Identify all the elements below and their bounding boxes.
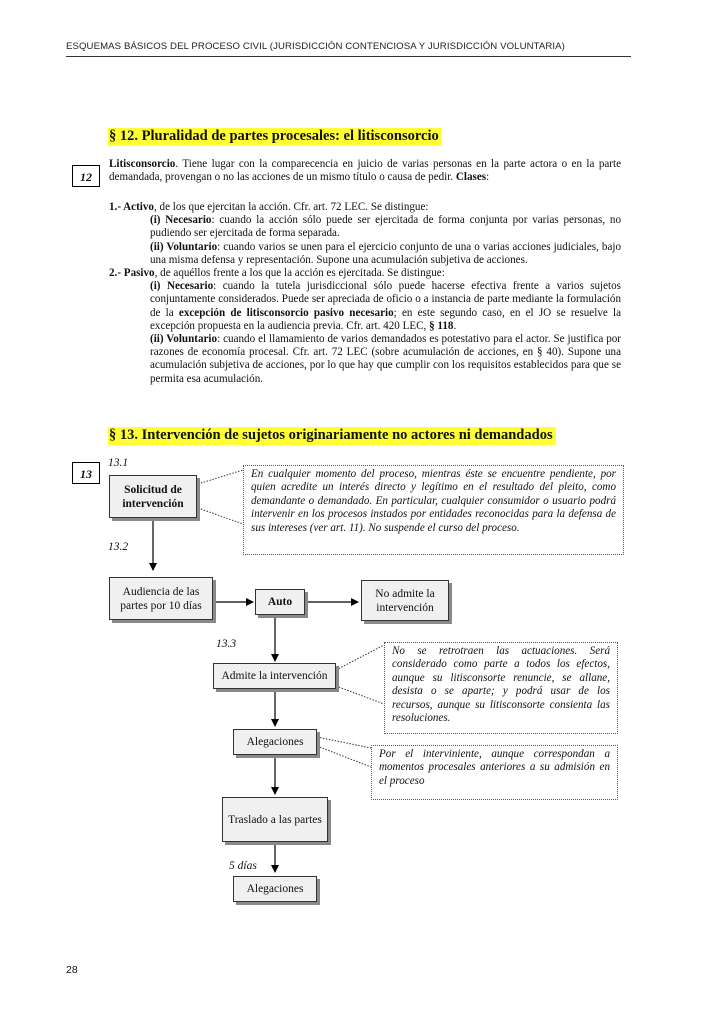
intro-text: . Tiene lugar con la comparecencia en juicio de varias personas en la parte actora o en la parte demandada, provengan o no las acciones de un mismo título o causa de pedir.: [109, 158, 621, 184]
pasivo-necesario-label: (i) Necesario: [150, 280, 214, 293]
activo-necesario-text: : cuando la acción sólo puede ser ejercitada de forma conjunta por varias personas, no pudiendo ser ejercitada de forma separada.: [150, 214, 621, 240]
activo-text: , de los que ejercitan la acción. Cfr. art. 72 LEC. Se distingue:: [153, 201, 429, 213]
callout-line-3: [317, 746, 371, 767]
page-number: 28: [66, 964, 78, 976]
pasivo-label: 2.- Pasivo: [109, 267, 155, 280]
section-13-number-box: 13: [72, 462, 100, 484]
pasivo-necesario-bold: excepción de litisconsorcio pasivo necesario: [178, 306, 394, 319]
note-admite: No se retrotraen las actuaciones. Será considerado como parte a todos los efectos, aunque su litisconsorte renuncie, se allane, desista o se aparte; y podrá usar de los recursos, aunque su litisconsorte consienta las resoluciones.: [384, 642, 618, 734]
callout-line-3b: [317, 737, 371, 748]
pasivo-necesario-end: .: [453, 319, 457, 332]
intro-classes: Clases: [455, 171, 487, 184]
running-head: ESQUEMAS BÁSICOS DEL PROCESO CIVIL (JURISDICCIÓN CONTENCIOSA Y JURISDICCIÓN VOLUNTARIA): [66, 41, 565, 52]
box-alegaciones-2: Alegaciones: [233, 876, 317, 902]
pasivo-necesario-ref: § 118: [429, 319, 454, 332]
activo-label: 1.- Activo: [109, 201, 154, 213]
note-solicitud: En cualquier momento del proceso, mientras éste se encuentre pendiente, por quien acredite un interés directo y legítimo en el resultado del pleito, como demandante o demandado. En particular, cualquier consumidor o usuario podrá intervenir en los procesos instados por entidades reconocidas para la defensa de sus intereses (ver art. 11). No suspende el curso del proceso.: [243, 465, 624, 555]
label-13-2: 13.2: [108, 541, 129, 553]
pasivo-voluntario-text: : cuando el llamamiento de varios demandados es potestativo para el actor. Se justifica por razones de economía procesal. Cfr. art. 72 LEC (sobre acumulación de acciones, en § 40). Supone una acumulación subjetiva de acciones, por lo que hay que cumplir con los requisitos establecidos para que se permita esa acumulación.: [150, 333, 621, 385]
box-solicitud: Solicitud de intervención: [109, 475, 197, 518]
box-auto: Auto: [255, 589, 305, 615]
activo-necesario-label: (i) Necesario: [150, 214, 212, 227]
label-13-3: 13.3: [216, 638, 237, 650]
intro-end: :: [486, 171, 490, 184]
section-13-title: § 13. Intervención de sujetos originariamente no actores ni demandados: [108, 427, 556, 445]
label-5-dias: 5 días: [229, 860, 257, 872]
intro-term: Litisconsorcio: [109, 158, 176, 170]
pasivo-text: , de aquéllos frente a los que la acción es ejercitada. Se distingue:: [154, 267, 445, 280]
label-13-1: 13.1: [108, 457, 129, 469]
box-alegaciones-1: Alegaciones: [233, 729, 317, 755]
pasivo-necesario-text-b: ; en este segundo caso, en el JO se resuelve la excepción propuesta en la audiencia previa. Cfr. art. 420 LEC,: [150, 306, 622, 332]
box-audiencia: Audiencia de las partes por 10 días: [109, 577, 213, 620]
callout-line-2b: [336, 686, 384, 704]
activo-voluntario-text: : cuando varios se unen para el ejercicio conjunto de una o varias acciones judiciales, bajo una misma defensa y representación. Supone una acumulación subjetiva de acciones.: [150, 240, 621, 266]
callout-line-1b: [198, 508, 243, 524]
pasivo-necesario-text-a: : cuando la tutela jurisdiccional sólo puede hacerse efectiva frente a varios sujetos conjuntamente considerados. Puede ser apreciada de oficio o a instancia de parte mediante la formulación de la: [150, 280, 622, 319]
activo-voluntario-label: (ii) Voluntario: [150, 240, 218, 253]
callout-line-2: [336, 645, 384, 670]
section-12-title: § 12. Pluralidad de partes procesales: el litisconsorcio: [108, 128, 442, 146]
box-admite: Admite la intervención: [213, 663, 336, 689]
callout-line-1: [198, 470, 243, 484]
note-alegaciones: Por el interviniente, aunque correspondan a momentos procesales anteriores a su admisión en el proceso: [371, 745, 618, 800]
box-traslado: Traslado a las partes: [222, 797, 328, 842]
box-no-admite: No admite la intervención: [361, 580, 449, 621]
section-12-number-box: 12: [72, 165, 100, 187]
pasivo-voluntario-label: (ii) Voluntario: [150, 333, 218, 346]
